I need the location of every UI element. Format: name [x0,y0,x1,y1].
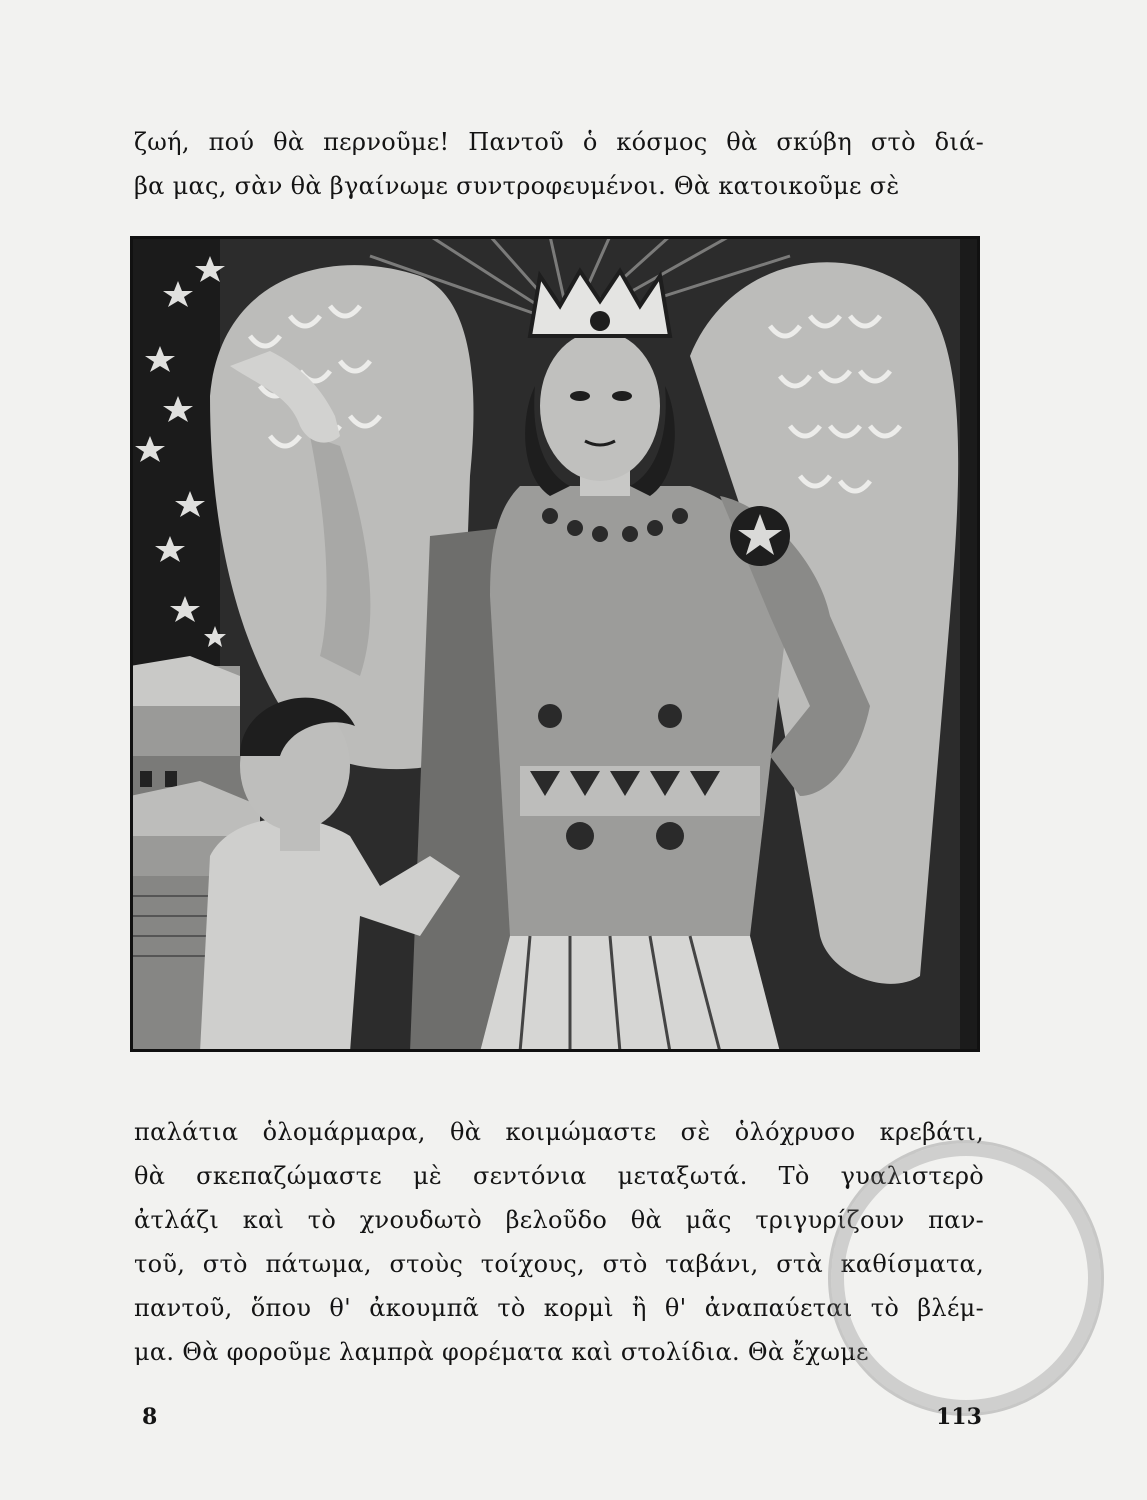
library-stamp [828,1140,1104,1416]
text-line: τοῦ, στὸ πάτωμα, στοὺς τοίχους, στὸ ταβάνι, στὰ καθίσματα, [134,1250,984,1278]
text-line: ἀτλάζι καὶ τὸ χνουδωτὸ βελοῦδο θὰ μᾶς τριγυρίζουν παν- [134,1206,984,1234]
text-line: βα μας, σὰν θὰ βγαίνωμε συντροφευμένοι. Θὰ κατοικοῦμε σὲ [134,172,900,200]
woodcut-illustration [130,236,980,1052]
text-line: ζωή, πού θὰ περνοῦμε! Παντοῦ ὁ κόσμος θὰ σκύβη στὸ διά- [134,128,984,156]
top-paragraph [134,120,984,208]
text-line: θὰ σκεπαζώμαστε μὲ σεντόνια μεταξωτά. Τὸ γυαλιστερὸ [134,1162,984,1190]
archangel-woodcut [130,236,980,1052]
page-number: 113 [936,1404,982,1430]
text-line: παντοῦ, ὅπου θ' ἀκουμπᾶ τὸ κορμὶ ἢ θ' ἀναπαύεται τὸ βλέμ- [134,1294,984,1322]
signature-mark: 8 [142,1404,158,1430]
text-line: μα. Θὰ φοροῦμε λαμπρὰ φορέματα καὶ στολίδια. Θὰ ἔχωμε [134,1338,869,1366]
text-line: παλάτια ὁλομάρμαρα, θὰ κοιμώμαστε σὲ ὁλόχρυσο κρεβάτι, [134,1118,984,1146]
